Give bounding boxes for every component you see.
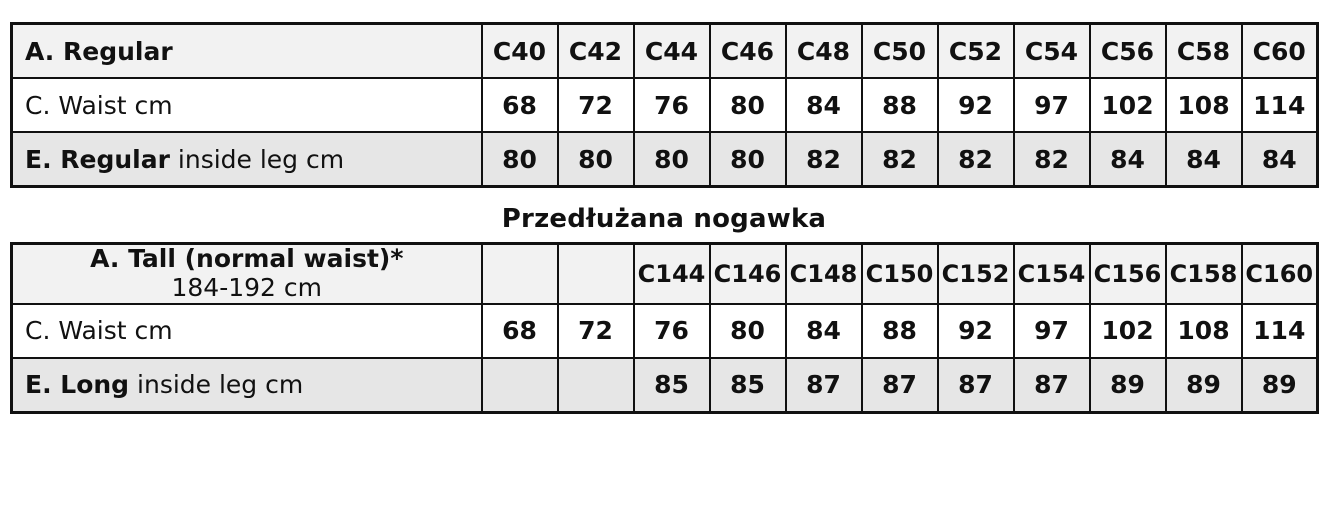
row-label-bold: E. Regular [25, 144, 170, 174]
value-cell [558, 358, 634, 413]
size-header-cell: C50 [862, 24, 938, 79]
row-label-bold: E. Long [25, 370, 130, 399]
size-header-cell [558, 244, 634, 304]
value-cell: 84 [786, 304, 862, 358]
size-header-cell: C146 [710, 244, 786, 304]
row-label-rest: inside leg cm [169, 144, 345, 174]
value-cell: 80 [710, 132, 786, 187]
value-cell: 108 [1166, 304, 1242, 358]
row-label-long-inside-leg [12, 358, 482, 413]
size-header-cell: C156 [1090, 244, 1166, 304]
table-row [12, 358, 1318, 413]
value-cell: 85 [634, 358, 710, 413]
value-cell: 88 [862, 304, 938, 358]
value-cell: 84 [786, 78, 862, 132]
value-cell: 87 [938, 358, 1014, 413]
value-cell: 108 [1166, 78, 1242, 132]
size-header-cell: C54 [1014, 24, 1090, 79]
value-cell: 80 [710, 78, 786, 132]
tall-header-line1: A. Tall (normal waist)* [90, 244, 404, 273]
value-cell: 88 [862, 78, 938, 132]
value-cell: 82 [1014, 132, 1090, 187]
value-cell: 85 [710, 358, 786, 413]
value-cell: 76 [634, 78, 710, 132]
size-header-cell: C158 [1166, 244, 1242, 304]
value-cell: 114 [1242, 78, 1318, 132]
size-header-cell: C46 [710, 24, 786, 79]
row-label-waist: C. Waist cm [12, 304, 482, 358]
value-cell: 97 [1014, 304, 1090, 358]
value-cell: 80 [482, 132, 558, 187]
value-cell: 82 [786, 132, 862, 187]
regular-size-table [10, 22, 1319, 188]
size-header-cell: C48 [786, 24, 862, 79]
value-cell: 89 [1166, 358, 1242, 413]
value-cell: 89 [1090, 358, 1166, 413]
value-cell: 80 [558, 132, 634, 187]
value-cell: 84 [1090, 132, 1166, 187]
value-cell: 72 [558, 78, 634, 132]
row-label-regular-inside-leg [12, 132, 482, 187]
value-cell: 92 [938, 78, 1014, 132]
size-header-cell: C40 [482, 24, 558, 79]
regular-header-label: A. Regular [12, 24, 482, 79]
value-cell: 102 [1090, 304, 1166, 358]
size-header-cell: C160 [1242, 244, 1318, 304]
value-cell: 68 [482, 304, 558, 358]
size-header-cell: C148 [786, 244, 862, 304]
section-title: Przedłużana nogawka [501, 204, 827, 234]
table-row [12, 244, 1318, 304]
size-header-cell: C44 [634, 24, 710, 79]
tall-header-line2: 184-192 cm [171, 272, 322, 302]
value-cell: 102 [1090, 78, 1166, 132]
value-cell: 87 [786, 358, 862, 413]
value-cell: 87 [862, 358, 938, 413]
value-cell: 87 [1014, 358, 1090, 413]
size-header-cell: C144 [634, 244, 710, 304]
tall-size-table [10, 242, 1319, 414]
value-cell: 89 [1242, 358, 1318, 413]
value-cell: 76 [634, 304, 710, 358]
value-cell: 80 [634, 132, 710, 187]
value-cell: 84 [1242, 132, 1318, 187]
value-cell: 92 [938, 304, 1014, 358]
row-label-waist: C. Waist cm [12, 78, 482, 132]
tall-header-label [12, 244, 482, 304]
value-cell: 84 [1166, 132, 1242, 187]
value-cell: 114 [1242, 304, 1318, 358]
size-header-cell: C152 [938, 244, 1014, 304]
size-header-cell: C52 [938, 24, 1014, 79]
value-cell [482, 358, 558, 413]
size-header-cell: C56 [1090, 24, 1166, 79]
value-cell: 82 [938, 132, 1014, 187]
row-label-rest: inside leg cm [129, 370, 304, 399]
size-header-cell [482, 244, 558, 304]
value-cell: 68 [482, 78, 558, 132]
value-cell: 80 [710, 304, 786, 358]
size-header-cell: C58 [1166, 24, 1242, 79]
value-cell: 82 [862, 132, 938, 187]
size-header-cell: C60 [1242, 24, 1318, 79]
value-cell: 72 [558, 304, 634, 358]
size-header-cell: C42 [558, 24, 634, 79]
size-header-cell: C150 [862, 244, 938, 304]
table-row [12, 78, 1318, 132]
table-row [12, 24, 1318, 79]
size-header-cell: C154 [1014, 244, 1090, 304]
table-row [12, 304, 1318, 358]
table-row [12, 132, 1318, 187]
value-cell: 97 [1014, 78, 1090, 132]
